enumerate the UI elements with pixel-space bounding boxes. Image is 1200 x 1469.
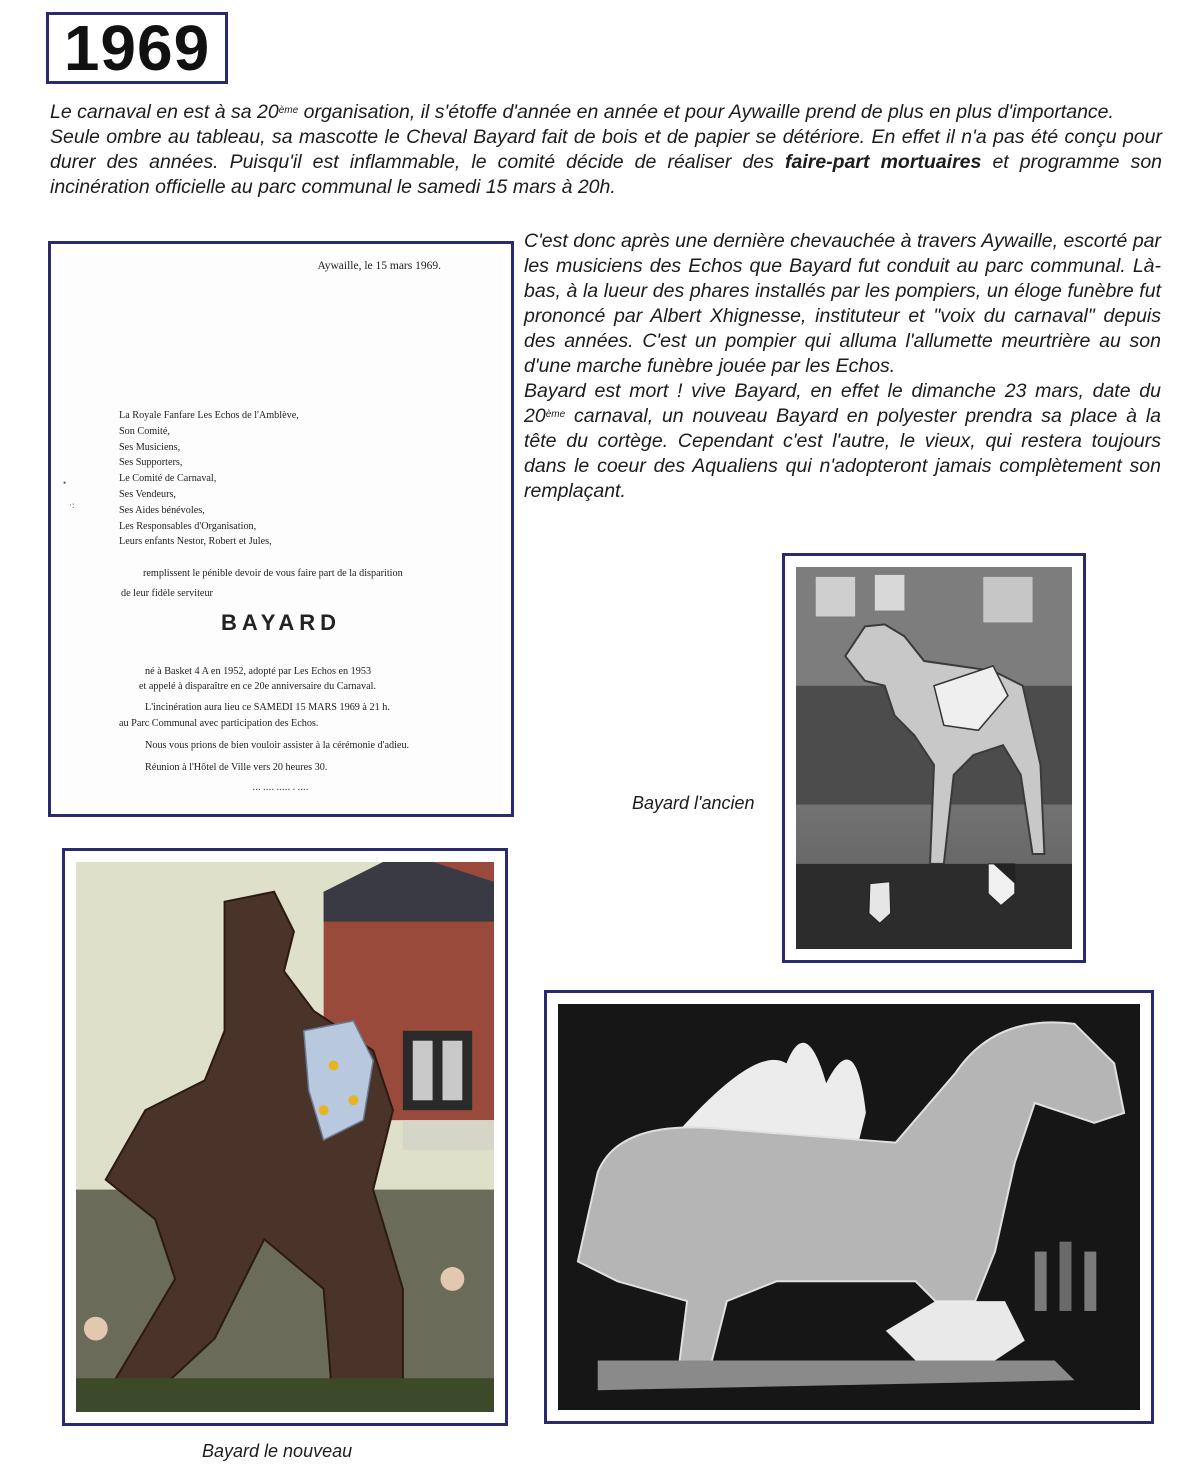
intro-text-2b: et programme son incinération officielle au parc communal le samedi 15 mars à 20h. (50, 151, 1163, 198)
scan-mark: • (63, 478, 67, 488)
notice-intro-1: remplissent le pénible devoir de vous faire part de la disparition (143, 568, 403, 579)
notice-line: L'incinération aura lieu ce SAMEDI 15 MARS 1969 à 21 h. (145, 702, 390, 713)
notice-line: né à Basket 4 A en 1952, adopté par Les Echos en 1953 (145, 666, 372, 677)
intro-text-2a: Seule ombre au tableau, sa mascotte le Cheval Bayard fait de bois et de papier se détériore. En effet il n'a pas été conçu pour durer des années. Puisqu'il est inflammable, le comité décide de réaliser des (50, 126, 1162, 173)
intro-sup: ème (278, 105, 299, 116)
notice-line: Réunion à l'Hôtel de Ville vers 20 heures 30. (145, 762, 328, 773)
photo-new-bayard-frame (62, 848, 508, 1426)
death-notice-frame (48, 241, 514, 817)
story-paragraph (524, 229, 1161, 504)
caption-new-bayard: Bayard le nouveau (202, 1441, 353, 1461)
intro-bold: faire-part mortuaires (784, 151, 982, 173)
notice-sender: Ses Vendeurs, (119, 488, 176, 500)
story-sup: ème (545, 409, 566, 420)
notice-intro-2: de leur fidèle serviteur (121, 588, 213, 599)
year-heading: 1969 (63, 12, 211, 84)
intro-text-1b: organisation, il s'étoffe d'année en année et pour Aywaille prend de plus en plus d'importance. (298, 101, 1114, 123)
notice-line: Nous vous prions de bien vouloir assister à la cérémonie d'adieu. (145, 740, 410, 751)
notice-sender: La Royale Fanfare Les Echos de l'Amblève, (119, 410, 299, 421)
notice-senders (119, 408, 299, 550)
notice-date: Aywaille, le 15 mars 1969. (317, 260, 441, 272)
photo-burning-bayard (558, 1004, 1140, 1410)
notice-sender: Leurs enfants Nestor, Robert et Jules, (119, 536, 272, 548)
notice-sender: Ses Aides bénévoles, (119, 504, 205, 516)
notice-sender: Le Comité de Carnaval, (119, 473, 217, 485)
intro-paragraph (50, 100, 1162, 200)
notice-name: BAYARD (220, 610, 342, 635)
notice-sender: Ses Musiciens, (119, 441, 181, 453)
notice-sender: Les Responsables d'Organisation, (119, 520, 257, 532)
notice-sender: Ses Supporters, (119, 457, 183, 469)
caption-old-bayard: Bayard l'ancien (632, 793, 755, 813)
death-notice (59, 250, 503, 808)
notice-sender: Son Comité, (119, 425, 170, 437)
photo-burning-bayard-frame (544, 990, 1154, 1424)
photo-new-bayard (76, 862, 494, 1412)
story-text-1: C'est donc après une dernière chevauchée à travers Aywaille, escorté par les musiciens des Echos que Bayard fut conduit au parc communal. Là-bas, à la lueur des phares installés par les pompiers, un éloge funèbre fut prononcé par Albert Xhignesse, instituteur et "voix du carnaval" depuis des années. C'est un pompier qui alluma l'allumette meurtrière au son d'une marche funèbre jouée par les Echos. (524, 230, 1161, 377)
story-text-2a: Bayard est mort ! vive Bayard, en effet le dimanche 23 mars, date du 20 (524, 380, 1161, 427)
scan-mark: ·: (69, 500, 75, 510)
year-heading-box (46, 12, 228, 84)
photo-old-bayard (796, 567, 1072, 949)
intro-text-1a: Le carnaval en est à sa 20 (50, 101, 279, 123)
printer-mark: ▪▪▪ ▪▪▪▪ ▪▪▪▪▪ ▪ ▪▪▪▪ (252, 788, 310, 793)
notice-line: au Parc Communal avec participation des Echos. (119, 718, 319, 729)
story-text-2b: carnaval, un nouveau Bayard en polyester prendra sa place à la tête du cortège. Cependant c'est l'autre, le vieux, qui restera toujours dans le coeur des Aqualiens qui n'adopteront jamais complètement son remplaçant. (524, 405, 1161, 502)
notice-line: et appelé à disparaître en ce 20e anniversaire du Carnaval. (139, 681, 377, 692)
photo-old-bayard-frame (782, 553, 1086, 963)
